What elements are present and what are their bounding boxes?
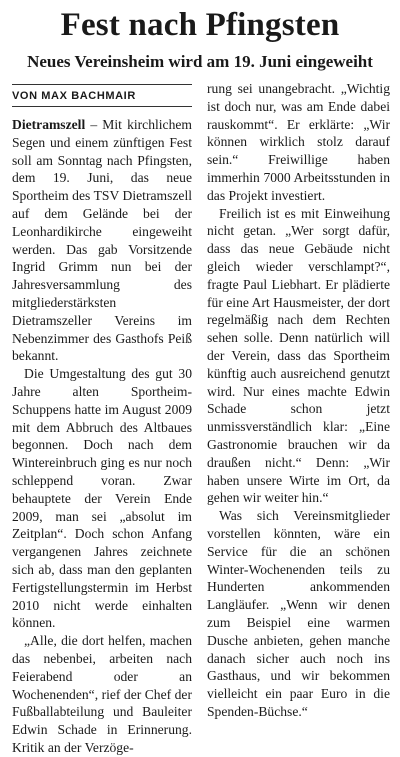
article-paragraph: Die Umgestaltung des gut 30 Jahre alten Sportheim-Schuppens hatte im August 2009 mit dem Abbruch des Altbaues begonnen. Doch nach dem Wintereinbruch ging es nur noch schleppend voran. Zwar behauptete der Verein Ende 2009, man sei „absolut im Zeitplan“. Doch schon Anfang vergangenen Jahres zeichnete sich ab, dass man den geplanten Fertigstellungstermin im Herbst 2010 nicht werde einhalten können. [12,366,192,631]
article-paragraph: rung sei unangebracht. „Wichtig ist doch nur, was am Ende dabei rauskommt“. Er erklärte: „Wir können wirklich stolz darauf sein.“ Freiwillige haben immerhin 7000 Arbeitsstunden in das Projekt investiert. [207,81,390,203]
byline: VON MAX BACHMAIR [12,90,136,102]
article-paragraph: „Alle, die dort helfen, machen das nebenbei, arbeiten nach Feierabend oder an Wochenenden“, rief der Chef der Fußballabteilung und Bauleiter Edwin Schade in Erinnerung. Kritik an der Verzöge- [12,633,192,755]
article-column-right [207,80,390,721]
dateline: Dietramszell [12,117,86,132]
article-paragraph: Freilich ist es mit Einweihung nicht getan. „Wer sorgt dafür, dass das neue Gebäude nicht gleich wieder verschlampt?“, fragte Paul Liebhart. Er plädierte für eine Art Hausmeister, der dort regelmäßig nach dem Rechten sehen solle. Denn natürlich will der Verein, dass das Sportheim künftig auch ausreichend genutzt wird. Nur eines machte Edwin Schade schon jetzt unmissverständlich klar: „Eine Gastronomie brauchen wir da draußen nicht.“ Denn: „Wir haben unsere Wirte im Ort, da gehen wir weiter hin.“ [207,205,390,506]
article-paragraph [12,116,192,365]
subheadline: Neues Vereinsheim wird am 19. Juni eingeweiht [27,52,373,71]
article-column-left [12,116,192,757]
paragraph-text: – Mit kirchlichem Segen und einem zünftigen Fest soll am Sonntag nach Pfingsten, dem 19. Juni, das neue Sportheim des TSV Dietramszell auf dem Gelände bei der Leonhardikirche eingeweiht werden. Das gab Vorsitzende Ingrid Grimm nun bei der Jahresversammlung des mitgliederstärksten Dietramszeller Vereins im Nebenzimmer des Gasthofs Peiß bekannt. [12,117,192,364]
article-paragraph: Was sich Vereinsmitglieder vorstellen könnten, wäre ein Service für die an schönen Winter-Wochenenden teils zu Hunderten ankommenden Langläufer. „Wenn wir denen zum Beispiel eine warmen Dusche anbieten, gehen manche danach sicher auch noch ins Gasthaus, und wir bekommen vielleicht ein paar Euro in die Spenden-Büchse.“ [207,508,390,719]
byline-top-rule [12,84,192,85]
headline: Fest nach Pfingsten [60,7,340,43]
byline-bottom-rule [12,106,192,107]
